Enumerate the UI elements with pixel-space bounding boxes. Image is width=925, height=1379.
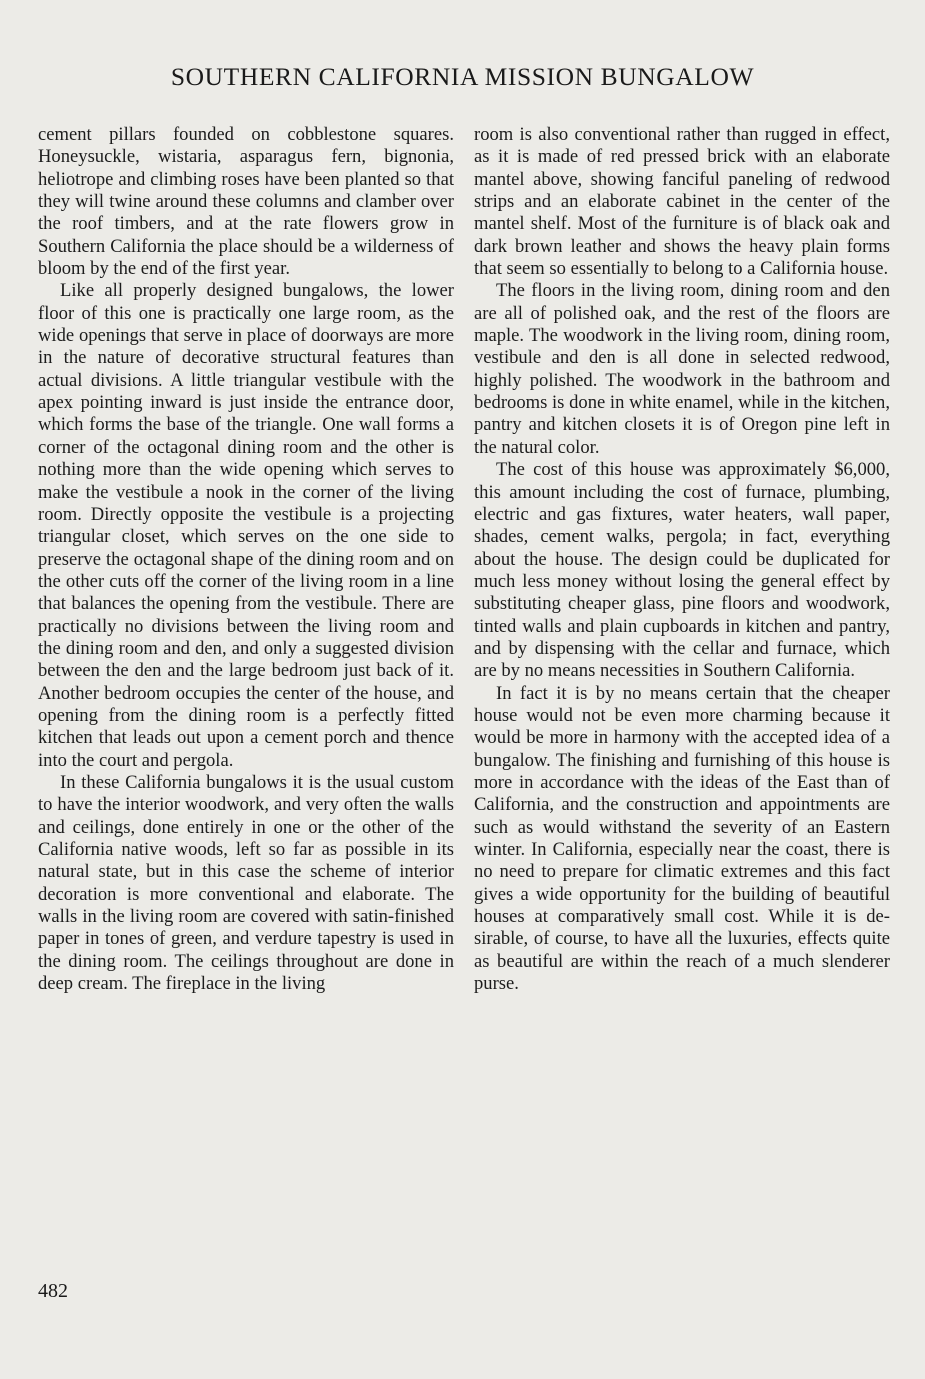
- body-paragraph: In fact it is by no means certain that the cheaper house would not be even more charming because it would be more in harmony with the accepted idea of a bungalow. The finishing and furnishing of this house is more in accordance with the ideas of the East than of California, and the construction and appointments are such as would withstand the severity of an Eastern winter. In California, especially near the coast, there is no need to prepare for climatic extremes and this fact gives a wide opportunity for the building of beautiful houses at comparatively small cost. While it is desirable, of course, to have all the luxuries, effects quite as beautiful are within the reach of a much slenderer purse.: [474, 682, 890, 995]
- running-head-title: SOUTHERN CALIFORNIA MISSION BUNGALOW: [170, 62, 755, 91]
- right-text-column: [474, 124, 890, 995]
- body-paragraph: The cost of this house was approximately $6,000, this amount including the cost of furnace, plumbing, electric and gas fixtures, water heaters, wall paper, shades, cement walks, pergola; in fact, everything about the house. The design could be duplicated for much less money without losing the general effect by substituting cheaper glass, pine floors and woodwork, tinted walls and plain cupboards in kitchen and pantry, and by dispensing with the cellar and furnace, which are by no means necessities in Southern California.: [474, 459, 890, 682]
- body-paragraph: cement pillars founded on cobblestone squares. Honeysuckle, wistaria, asparagus fern, bignonia, heliotrope and climbing roses have been planted so that they will twine around these columns and clamber over the roof timbers, and at the rate flowers grow in Southern California the place should be a wilderness of bloom by the end of the first year.: [38, 124, 454, 280]
- page-number: 482: [38, 1280, 68, 1302]
- body-paragraph: room is also conventional rather than rugged in effect, as it is made of red pressed brick with an elaborate mantel above, showing fanciful paneling of redwood strips and an elaborate cabinet in the center of the mantel shelf. Most of the furniture is of black oak and dark brown leather and shows the heavy plain forms that seem so essentially to belong to a California house.: [474, 124, 890, 280]
- body-paragraph: The floors in the living room, dining room and den are all of polished oak, and the rest of the floors are maple. The woodwork in the living room, dining room, vestibule and den is all done in selected redwood, highly polished. The woodwork in the bathroom and bedrooms is done in white enamel, while in the kitchen, pantry and kitchen closets it is of Oregon pine left in the natural color.: [474, 280, 890, 458]
- body-paragraph: Like all properly designed bungalows, the lower floor of this one is practically one large room, as the wide openings that serve in place of doorways are more in the nature of decorative structural features than actual divisions. A little triangular vestibule with the apex pointing inward is just inside the entrance door, which forms the base of the triangle. One wall forms a corner of the octagonal dining room and the other is nothing more than the wide opening which serves to make the vestibule a nook in the corner of the living room. Directly opposite the vestibule is a projecting triangular closet, which serves on the one side to preserve the octagonal shape of the dining room and on the other cuts off the corner of the living room in a line that balances the opening from the vestibule. There are practically no divisions between the living room and the dining room and den, and only a suggested division between the den and the large bedroom just back of it. Another bedroom occupies the center of the house, and opening from the dining room is a perfectly fitted kitchen that leads out upon a cement porch and thence into the court and pergola.: [38, 280, 454, 771]
- left-text-column: [38, 124, 454, 995]
- body-paragraph: In these California bungalows it is the usual custom to have the interior woodwork, and very often the walls and ceilings, done entirely in one or the other of the California native woods, left so far as possible in its natural state, but in this case the scheme of interior decoration is more conventional and elaborate. The walls in the living room are covered with satin-finished paper in tones of green, and verdure tapestry is used in the dining room. The ceilings throughout are done in deep cream. The fireplace in the living: [38, 771, 454, 995]
